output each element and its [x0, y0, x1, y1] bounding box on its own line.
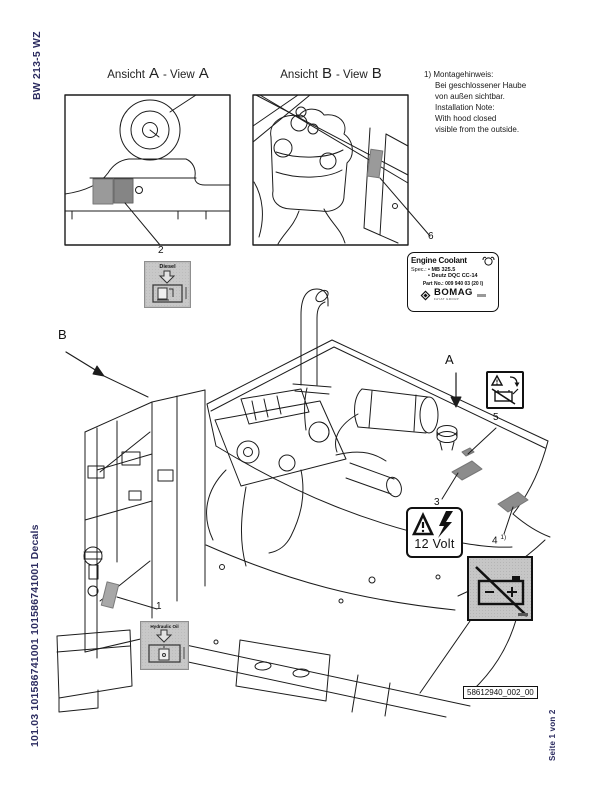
- view-b-letter: B: [321, 65, 332, 82]
- battery-disconnect-decal: [486, 371, 524, 409]
- callout-4: [492, 534, 506, 546]
- view-b-title: [246, 65, 416, 82]
- callout-3: 3: [434, 497, 440, 508]
- label-fine-print: [477, 294, 486, 297]
- engine-coolant-label: [407, 252, 499, 312]
- view-a-middle: - View: [162, 69, 195, 81]
- page-indicator-vertical: Seite 1 von 2: [548, 709, 557, 761]
- machine-drawing: [57, 288, 550, 717]
- lightning-icon: [438, 511, 453, 538]
- doc-number: 58612940_002_00: [463, 686, 538, 699]
- oil-can-icon: [141, 629, 188, 666]
- callout-6: 6: [428, 231, 434, 242]
- view-a-letter-2: A: [198, 65, 209, 82]
- fuel-pump-icon: [145, 270, 190, 305]
- callout-2: 2: [158, 245, 164, 256]
- view-b-drawing: [253, 95, 430, 245]
- view-a-letter: A: [148, 65, 159, 82]
- view-a-title-prefix: Ansicht: [107, 69, 145, 81]
- radiator-cap-icon: [482, 255, 495, 266]
- callout-4-note-ref: 1): [500, 534, 507, 541]
- view-b-middle: - View: [335, 69, 368, 81]
- hydraulic-oil-decal-label: Hydraulic Oil: [150, 624, 179, 629]
- bomag-diamond-icon: [420, 290, 431, 301]
- battery-crossed-icon: [469, 558, 531, 619]
- electric-warning-icons: [408, 509, 461, 539]
- coolant-title: Engine Coolant: [411, 256, 467, 265]
- diesel-decal-label: Diesel: [159, 264, 176, 270]
- model-code-vertical: BW 213-5 WZ: [31, 31, 43, 100]
- installation-note: 1) Montagehinweis: Bei geschlossener Haube von außen sichtbar. Installation Note: With hood closed visible from the outside.: [424, 70, 527, 134]
- view-b-letter-2: B: [371, 65, 382, 82]
- battery-warning-decal: [467, 556, 533, 621]
- callout-5: 5: [493, 412, 499, 423]
- catalog-line-vertical: 101.03 101586741001 101586741001 Decals: [29, 524, 41, 747]
- battery-disconnect-icon: [488, 373, 522, 407]
- view-b-title-prefix: Ansicht: [280, 69, 318, 81]
- hydraulic-oil-decal: [140, 621, 189, 670]
- 12-volt-decal-label: 12 Volt: [414, 537, 455, 551]
- bomag-logo: [411, 289, 495, 301]
- bomag-brand-text: BOMAG: [434, 287, 473, 298]
- diesel-decal: [144, 261, 191, 308]
- callout-1: 1: [156, 601, 162, 612]
- coolant-spec-items: • MB 325.5 • Deutz DQC CC-14: [428, 267, 478, 279]
- view-a-title: [73, 65, 243, 82]
- bomag-brand-sub: FAYAT GROUP: [434, 297, 460, 301]
- coolant-spec-label: Spec.:: [411, 267, 427, 273]
- coolant-part-no: Part No.: 009 940 03 (20 l): [422, 281, 484, 287]
- 12-volt-decal: [406, 507, 463, 558]
- view-a-drawing: [65, 95, 230, 245]
- callout-4-number: 4: [492, 535, 498, 547]
- warning-triangle-icon: [414, 515, 432, 534]
- direction-label-b: B: [58, 327, 67, 342]
- direction-label-a: A: [445, 352, 454, 367]
